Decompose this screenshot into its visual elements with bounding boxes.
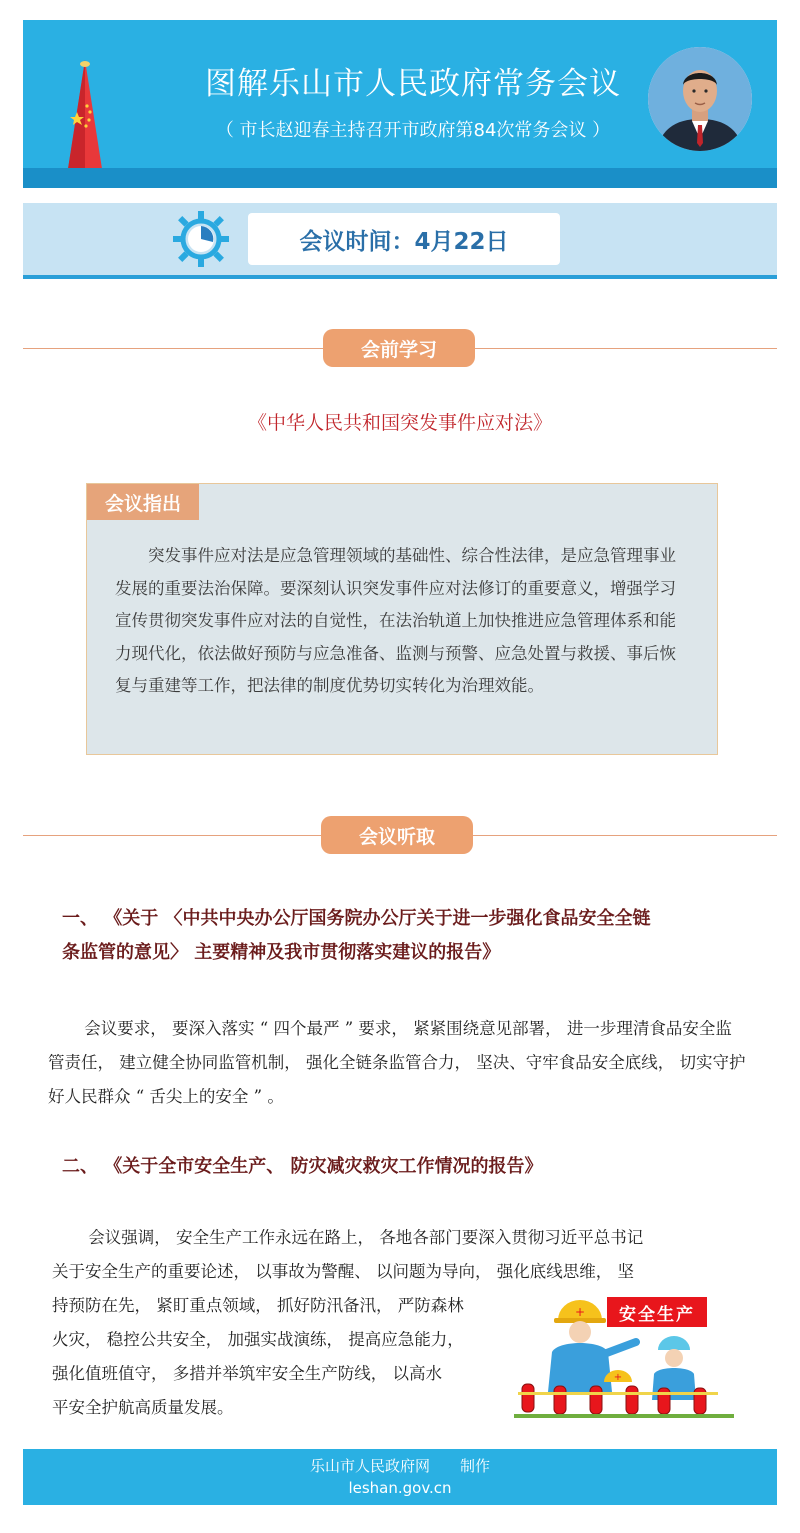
report-body-line: 会议强调， 安全生产工作永远在路上， 各地各部门要深入贯彻习近平总书记 — [88, 1228, 644, 1247]
report-body-line: 平安全护航高质量发展。 — [52, 1398, 234, 1417]
meeting-time: 会议时间：4月22日 — [248, 213, 560, 265]
report-body-line: 持预防在先， 紧盯重点领域， 抓好防汛备汛， 严防森林 — [52, 1296, 464, 1315]
header-banner — [23, 20, 777, 188]
report-heading: 二、 《关于全市安全生产、 防灾减灾救灾工作情况的报告》 — [62, 1156, 543, 1177]
header-strip — [23, 168, 777, 188]
footer — [23, 1449, 777, 1505]
gear-clock-icon — [171, 209, 231, 269]
section-label-hearing: 会议听取 — [321, 816, 473, 854]
note-tag: 会议指出 — [87, 484, 199, 520]
page-subtitle: （ 市长赵迎春主持召开市政府第84次常务会议 ） — [215, 120, 611, 141]
mayor-portrait — [648, 47, 752, 151]
section-label-study: 会前学习 — [323, 329, 475, 367]
footer-website[interactable]: leshan.gov.cn — [348, 1479, 452, 1497]
report-body-line: 火灾， 稳控公共安全， 加强实战演练， 提高应急能力， — [52, 1330, 464, 1349]
report-body-line: 关于安全生产的重要论述， 以事故为警醒、 以问题为导向， 强化底线思维， 坚 — [52, 1262, 634, 1281]
report-heading — [62, 902, 762, 970]
safety-label: 安全生产 — [607, 1297, 707, 1327]
svg-text:+: + — [613, 1372, 623, 1383]
report-body: 会议要求， 要深入落实 “ 四个最严 ” 要求， 紧紧围绕意见部署， 进一步理清食品安全监管责任， 建立健全协同监管机制， 强化全链条监管合力， 坚决、守牢食品安全底线， 切实守护好人民群众 “ 舌尖上的安全 ” 。 — [48, 1019, 746, 1106]
footer-producer: 乐山市人民政府网 制作 — [309, 1457, 490, 1475]
meeting-time-bar — [23, 203, 777, 279]
flag-cone-icon — [63, 40, 107, 188]
page-title: 图解乐山市人民政府常务会议 — [205, 66, 621, 102]
svg-text:+: + — [574, 1305, 586, 1319]
report-body-line: 强化值班值守， 多措并举筑牢安全生产防线， 以高水 — [52, 1364, 442, 1383]
note-text: 突发事件应对法是应急管理领域的基础性、综合性法律，是应急管理事业发展的重要法治保障。要深刻认识突发事件应对法修订的重要意义，增强学习宣传贯彻突发事件应对法的自觉性，在法治轨道上加快推进应急管理体系和能力现代化，依法做好预防与应急准备、监测与预警、应急处置与救援、事后恢复与重建等工作，把法律的制度优势切实转化为治理效能。 — [115, 546, 676, 695]
report-heading-line: 一、 《关于 〈中共中央办公厅国务院办公厅关于进一步强化食品安全全链 — [62, 908, 651, 929]
report-heading-line: 条监管的意见〉 主要精神及我市贯彻落实建议的报告》 — [62, 942, 501, 963]
meeting-note-box — [86, 483, 718, 755]
law-title: 《中华人民共和国突发事件应对法》 — [247, 412, 552, 434]
